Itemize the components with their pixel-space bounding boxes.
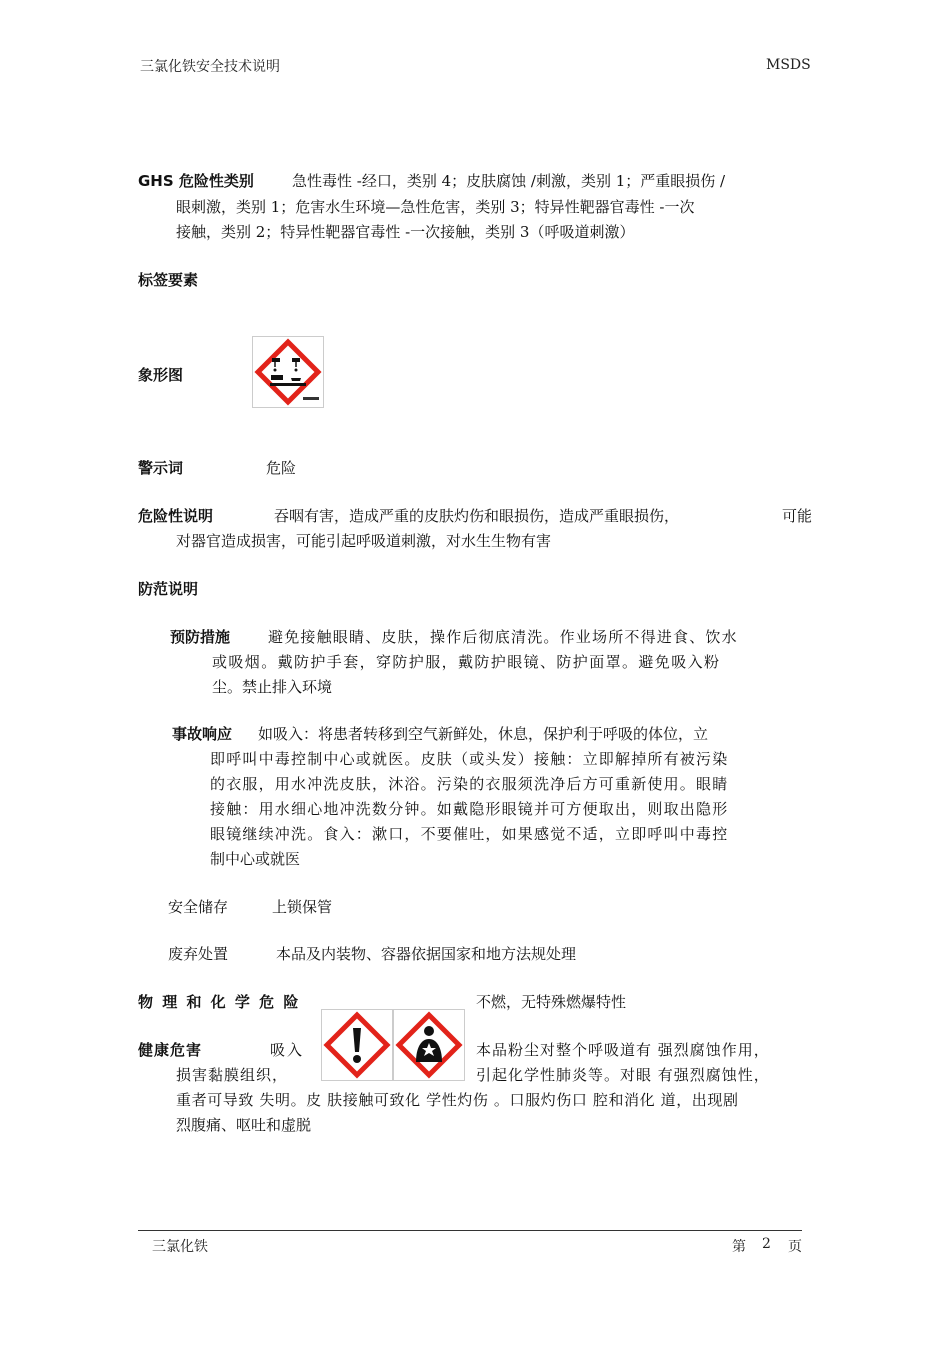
footer-page-suffix: 页 xyxy=(788,1239,802,1255)
disposal-label: 废弃处置 xyxy=(168,945,229,963)
footer-rule xyxy=(138,1230,802,1231)
signal-word-value: 危险 xyxy=(266,459,297,477)
disposal-value: 本品及内装物、容器依据国家和地方法规处理 xyxy=(276,945,577,963)
exclamation-pictogram-icon xyxy=(321,1009,393,1081)
footer-page-prefix: 第 xyxy=(732,1239,746,1255)
header-doc-type: MSDS xyxy=(766,57,811,73)
health-line-2a: 损害黏膜组织， xyxy=(176,1066,289,1084)
hazard-statement-line-1: 吞咽有害，造成严重的皮肤灼伤和眼损伤，造成严重眼损伤， xyxy=(274,507,680,525)
health-route: 吸入 xyxy=(270,1041,305,1059)
prevention-line-3: 尘。禁止排入环境 xyxy=(212,678,333,696)
health-hazard-pictogram-icon xyxy=(393,1009,465,1081)
prevention-line-1: 避免接触眼睛、皮肤，操作后彻底清洗。作业场所不得进食、饮水 xyxy=(268,628,738,646)
response-line-5: 眼镜继续冲洗。食入：漱口，不要催吐，如果感觉不适，立即呼叫中毒控 xyxy=(210,825,729,843)
response-line-1: 如吸入：将患者转移到空气新鲜处，休息，保护利于呼吸的体位，立 xyxy=(258,725,709,743)
footer-page-number: 2 xyxy=(762,1236,771,1252)
physchem-value: 不燃，无特殊燃爆特性 xyxy=(476,993,627,1011)
footer-title: 三氯化铁 xyxy=(152,1239,208,1255)
header-title: 三氯化铁安全技术说明 xyxy=(140,59,280,75)
physchem-label: 物 理 和 化 学 危 险 xyxy=(138,993,301,1011)
response-label: 事故响应 xyxy=(172,725,233,743)
health-line-1: 本品粉尘对整个呼吸道有 强烈腐蚀作用， xyxy=(476,1041,770,1059)
ghs-label: GHS 危险性类别 xyxy=(138,172,254,190)
pictogram-label: 象形图 xyxy=(138,366,184,384)
hazard-statement-label: 危险性说明 xyxy=(138,507,214,525)
hazard-statement-line-1-end: 可能 xyxy=(782,507,813,525)
response-line-4: 接触：用水细心地冲洗数分钟。如戴隐形眼镜并可方便取出，则取出隐形 xyxy=(210,800,729,818)
health-label: 健康危害 xyxy=(138,1041,203,1059)
response-line-2: 即呼叫中毒控制中心或就医。皮肤（或头发）接触：立即解掉所有被污染 xyxy=(210,750,729,768)
prevention-label: 预防措施 xyxy=(170,628,231,646)
storage-label: 安全储存 xyxy=(168,898,229,916)
response-line-6: 制中心或就医 xyxy=(210,850,301,868)
health-line-3: 重者可导致 失明。皮 肤接触可致化 学性灼伤 。口服灼伤口 腔和消化 道，出现剧 xyxy=(176,1091,739,1109)
health-line-4: 烈腹痛、呕吐和虚脱 xyxy=(176,1116,312,1134)
corrosion-pictogram-icon xyxy=(252,336,324,408)
ghs-line-1: 急性毒性 -经口，类别 4；皮肤腐蚀 /刺激，类别 1；严重眼损伤 / xyxy=(292,172,726,190)
hazard-statement-line-2: 对器官造成损害，可能引起呼吸道刺激，对水生生物有害 xyxy=(176,532,552,550)
precaution-heading: 防范说明 xyxy=(138,580,199,598)
label-elements-heading: 标签要素 xyxy=(138,271,199,289)
prevention-line-2: 或吸烟。戴防护手套，穿防护服，戴防护眼镜、防护面罩。避免吸入粉 xyxy=(212,653,721,671)
ghs-line-2: 眼刺激，类别 1；危害水生环境—急性危害，类别 3；特异性靶器官毒性 -一次 xyxy=(176,198,695,216)
response-line-3: 的衣服，用水冲洗皮肤，沐浴。污染的衣服须洗净后方可重新使用。眼睛 xyxy=(210,775,729,793)
storage-value: 上锁保管 xyxy=(272,898,333,916)
signal-word-label: 警示词 xyxy=(138,459,184,477)
health-line-2b: 引起化学性肺炎等。对眼 有强烈腐蚀性， xyxy=(476,1066,770,1084)
ghs-line-3: 接触，类别 2；特异性靶器官毒性 -一次接触，类别 3（呼吸道刺激） xyxy=(176,223,635,241)
